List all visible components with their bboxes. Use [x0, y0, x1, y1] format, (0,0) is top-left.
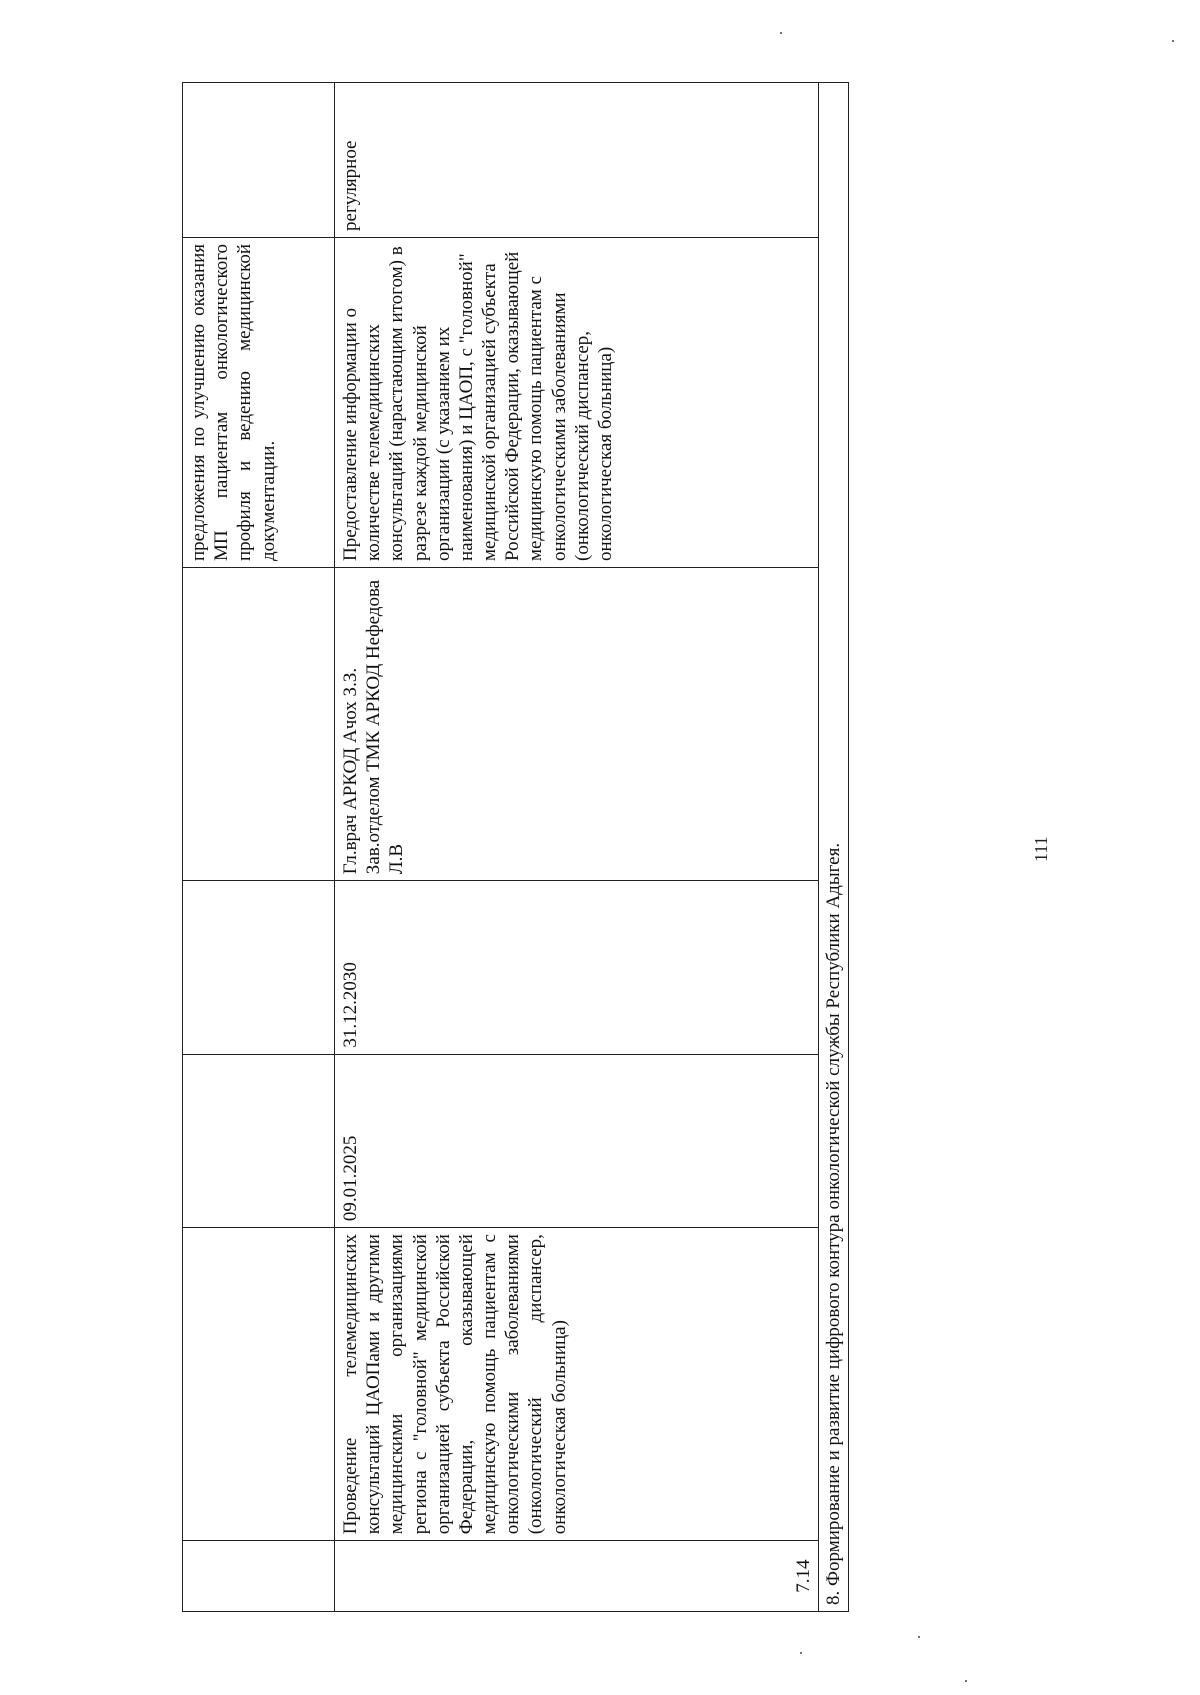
cell-number-empty [183, 1541, 335, 1612]
cell-characteristic-empty [183, 83, 335, 238]
cell-responsible: Гл.врач АРКОД Ачох З.З. Зав.отделом ТМК АРКОД Нефедова Л.В [335, 568, 819, 881]
cell-end-date: 31.12.2030 [335, 881, 819, 1054]
scan-speck [800, 1652, 802, 1654]
cell-responsible-empty [183, 568, 335, 881]
cell-start-date: 09.01.2025 [335, 1054, 819, 1227]
cell-characteristic: регулярное [335, 83, 819, 238]
scan-speck [780, 32, 782, 34]
cell-result-continuation: предложения по улучшению оказания МП пациентам онкологического профиля и ведению медицинской документации. [183, 237, 335, 567]
measures-table [182, 82, 849, 1612]
cell-task: Проведение телемедицинских консультаций ЦАОПами и другими медицинскими организациями региона с "головной" медицинской организацией субъекта Российской Федерации, оказывающей медицинскую помощь пациентам с онкологическими заболеваниями (онкологический диспансер, онкологическая больница) [335, 1228, 819, 1541]
cell-start-empty [183, 1054, 335, 1227]
table-row-continuation [183, 83, 335, 1612]
page-number: 111 [1031, 836, 1051, 862]
cell-result: Предоставление информации о количестве телемедицинских консультаций (нарастающим итогом) в разрезе каждой медицинской организации (с указанием их наименования) и ЦАОП, с "головной" медицинской организацией субъекта Российской Федерации, оказывающей медицинскую помощь пациентам с онкологическими заболеваниями (онкологический диспансер, онкологическая больница) [335, 237, 819, 567]
cell-number: 7.14 [335, 1541, 819, 1612]
table-row-section-8 [819, 83, 849, 1612]
section-heading: 8. Формирование и развитие цифрового контура онкологической службы Республики Адыгея. [819, 83, 849, 1612]
scan-speck [965, 1680, 967, 1682]
cell-end-empty [183, 881, 335, 1054]
table-row-7-14 [335, 83, 819, 1612]
cell-task-empty [183, 1228, 335, 1541]
rotated-page-content [182, 82, 1016, 1612]
scan-speck [918, 1636, 920, 1638]
scan-speck [1172, 40, 1174, 42]
